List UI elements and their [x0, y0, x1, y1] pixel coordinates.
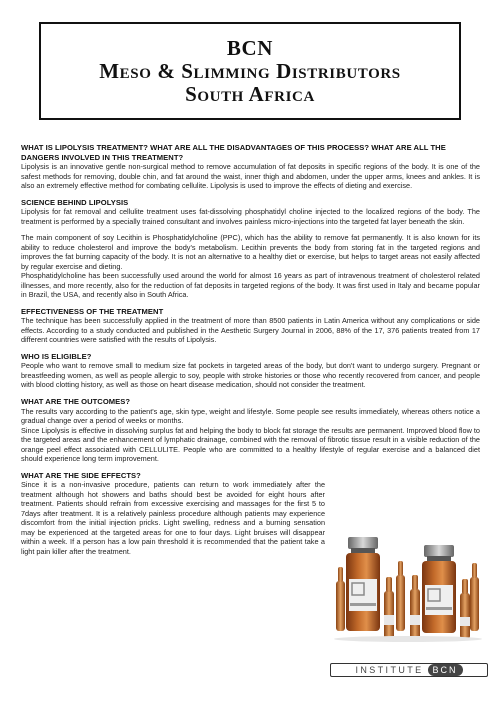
section-heading: WHAT IS LIPOLYSIS TREATMENT? WHAT ARE ALL THE DISADVANTAGES OF THIS PROCESS? WHAT ARE ALL THE DANGERS INVOLVED IN THIS TREATMENT?	[21, 143, 446, 162]
section-what-is-lipolysis	[21, 143, 480, 191]
section-effectiveness	[21, 307, 480, 345]
section-eligibility	[21, 352, 480, 390]
header-line-1: BCN	[226, 35, 274, 60]
section-heading: EFFECTIVENESS OF THE TREATMENT	[21, 306, 164, 316]
header-line-2: Meso & Slimming Distributors	[99, 58, 401, 83]
article-body	[21, 143, 480, 563]
section-paragraph: Since it is a non-invasive procedure, patients can return to work immediately after the treatment although hot showers and baths should best be avoided for eight hours after treatment. Patients should refrain from excessive exercising and massages for the first 5 to 7days after treatment. It is a relatively painless procedure although patients may experience discomfort from the initial injection pricks. Light swelling, redness and a burning sensation may be experienced at the targeted areas for one to four days. Light bruises will disappear within a week. If a person has a low pain threshold it is recommended that the patient take a light pain killer after the treatment.	[21, 480, 325, 556]
vials-and-ampoules-icon	[328, 531, 488, 643]
section-outcomes	[21, 397, 480, 464]
brand-tag: BCN	[428, 664, 463, 676]
ampoule-back-mid	[396, 561, 405, 631]
section-paragraph: The results vary according to the patient's age, skin type, weight and lifestyle. Some people see results immediately, whereas others notice a gradual change over a period of weeks or months.	[21, 406, 480, 426]
ampoule-back-left	[336, 567, 345, 631]
ampoule-back-right	[470, 563, 479, 631]
section-paragraph: The technique has been successfully applied in the treatment of more than 8500 patients in Latin America without any complications or side effects. According to a study conducted and published in the Aesthetic Surgery Journal in 2006, 88% of the 17, 376 patients treated from 17 different countries were satisfied with the results of Lipolysis.	[21, 316, 480, 345]
section-paragraph: Since Lipolysis is effective in dissolving surplus fat and helping the body to block fat storage the results are permanent. Improved blood flow to the targeted areas and the enhancement of lymphatic drainage, combined with the removal of fibrotic tissue result in a visible reduction of the orange peel effect associated with CELLULITE. People who are committed to a healthy lifestyle of regular exercise and a balanced diet should experience long term improvement.	[21, 425, 480, 464]
section-paragraph: The main component of soy Lecithin is Phosphatidylcholine (PPC), which has the ability to remove fat permanently. It is also known for its ability to reduce cholesterol and improve the body's metabolism. Lecithin prevents the body from storing fat in the targeted regions and improves the fat burning capacity of the body. It is not an alternative to a healthy diet or exercise, but helps to target areas not easily affected by regular exercise and dieting.	[21, 233, 480, 271]
header-line-3: South Africa	[185, 81, 315, 106]
section-heading: WHO IS ELIGIBLE?	[21, 351, 92, 361]
section-paragraph: Lipolysis is an innovative gentle non-surgical method to remove accumulation of fat deposits in specific regions of the body. It is one of the safest methods for removing, double chin, and fat around the waist, inner thigh and abdomen, under the upper arms, knees and ankles. It is also an extremely effective method for combating cellulite. Lipolysis is used to improve the effects of dieting and exercise.	[21, 162, 480, 191]
ampoule-front-3	[460, 579, 470, 639]
ampoule-front-1	[384, 577, 394, 639]
section-heading: WHAT ARE THE OUTCOMES?	[21, 396, 131, 406]
vial-left	[346, 537, 380, 631]
section-heading: WHAT ARE THE SIDE EFFECTS?	[21, 470, 141, 480]
section-science	[21, 198, 480, 300]
institute-bcn-logo	[330, 663, 488, 677]
ampoule-front-2	[410, 575, 420, 639]
section-paragraph: Lipolysis for fat removal and cellulite treatment uses fat-dissolving phosphatidyl choline injected to the localized regions of the body. The treatment is performed by a specially trained consultant and involves painless micro-injections into the targeted fat layer beneath the skin.	[21, 207, 480, 226]
section-paragraph: People who want to remove small to medium size fat pockets in targeted areas of the body, but don't want to undergo surgery. Pregnant or breastfeeding women, as well as people allergic to soy, people with stroke histories or those who recently recovered from cancer, and people with blood clotting history, as well as those on heart disease medication, should not consider the treatment.	[21, 361, 480, 390]
brand-name: INSTITUTE	[355, 665, 424, 675]
vial-right	[422, 545, 456, 633]
header-title-box	[39, 22, 461, 120]
section-heading: SCIENCE BEHIND LIPOLYSIS	[21, 197, 129, 207]
section-paragraph: Phosphatidylcholine has been successfully used around the world for almost 16 years as part of intravenous treatment of cholesterol related illnesses, and more recently, also for the reduction of fat deposits in targeted regions of the body. It was first used in Italy and became popular in Brazil, the USA, and recently also in South Africa.	[21, 271, 480, 300]
